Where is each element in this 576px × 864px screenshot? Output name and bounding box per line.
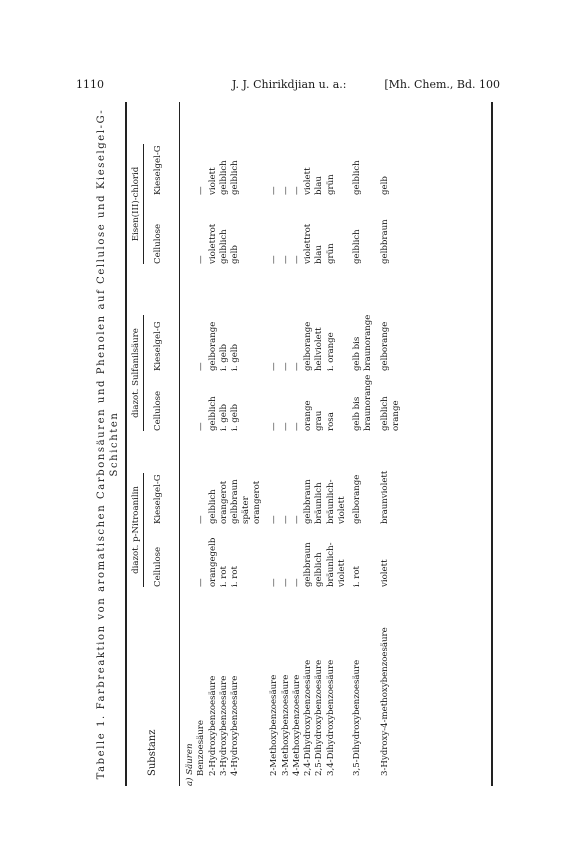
table-cell: hellviolett [314, 327, 324, 371]
table-cell: braunviolett [380, 470, 390, 524]
table-cell: gelbbraun [303, 542, 313, 587]
table-cell: gelblich [219, 229, 229, 264]
table-cell: — [281, 515, 291, 524]
page-number: 1110 [76, 78, 104, 91]
header-rule [179, 102, 180, 786]
table-cell: gelblich [219, 160, 229, 195]
table-cell: gelblich [208, 489, 218, 524]
table-cell: i. gelb [230, 343, 240, 371]
table-cell: — [269, 578, 279, 587]
table-cell: violettrot [208, 223, 218, 264]
table-cell: gelblich [352, 160, 362, 195]
table-cell: gelblich [380, 396, 390, 431]
table-cell: — [292, 186, 302, 195]
table-cell: orangerot [252, 480, 262, 524]
table-cell: gelblich [352, 229, 362, 264]
table-cell: grün [326, 174, 336, 195]
subheader-kieselgel: Kieselgel-G [153, 321, 163, 371]
table-cell: — [281, 186, 291, 195]
table-cell: gelborange [303, 321, 313, 371]
group-header-sulfanilsaeure: diazot. Sulfanilsäure [131, 328, 141, 418]
subheader-cellulose: Cellulose [153, 390, 163, 431]
table-cell: orange [303, 400, 313, 431]
column-header-substanz: Substanz [147, 729, 158, 776]
table-cell: violett [380, 559, 390, 587]
table-cell: i. rot [219, 566, 229, 587]
table-cell: i. gelb [219, 403, 229, 431]
running-authors: J. J. Chirikdjian u. a.: [232, 78, 347, 91]
table-cell: — [196, 362, 206, 371]
table-cell: — [281, 422, 291, 431]
table-cell: — [269, 186, 279, 195]
table-cell: violett [337, 559, 347, 587]
table-cell: — [269, 362, 279, 371]
table-cell: — [292, 255, 302, 264]
subheader-kieselgel: Kieselgel-G [153, 474, 163, 524]
table-cell: gelblich [314, 552, 324, 587]
running-header [76, 78, 500, 94]
table-cell: bräunlich- [326, 542, 336, 587]
table-cell: bräunlich- [326, 479, 336, 524]
table-cell: violett [208, 167, 218, 195]
table-cell: gelblich [230, 160, 240, 195]
table-cell: — [196, 515, 206, 524]
group-rule-eisenchlorid [143, 144, 144, 264]
table-cell: grau [314, 410, 324, 431]
group-header-eisenchlorid: Eisen(III)-chlorid [131, 166, 141, 242]
table-cell: violett [337, 496, 347, 524]
table-cell: rosa [326, 412, 336, 431]
row-substance-name: 3-Methoxybenzoesäure [281, 674, 291, 776]
table-cell: gelborange [208, 321, 218, 371]
table-cell: grün [326, 243, 336, 264]
row-substance-name: Benzoesäure [196, 720, 206, 776]
table-cell: gelbbraun [380, 219, 390, 264]
table-cell: gelborange [380, 321, 390, 371]
subheader-cellulose: Cellulose [153, 223, 163, 264]
table-cell: — [269, 422, 279, 431]
table-cell: i. gelb [230, 403, 240, 431]
table-cell: violett [303, 167, 313, 195]
table-cell: i. rot [230, 566, 240, 587]
group-header-nitroanilin: diazot. p-Nitroanilin [131, 486, 141, 574]
table-cell: — [281, 362, 291, 371]
table-cell: orangegelb [208, 537, 218, 587]
table-cell: orange [391, 400, 401, 431]
table-cell: braunorange [363, 314, 373, 371]
subheader-kieselgel: Kieselgel-G [153, 145, 163, 195]
table-cell: gelbbraun [303, 479, 313, 524]
row-substance-name: 2,4-Dihydroxybenzoesäure [303, 659, 313, 776]
table-cell: gelb bis [352, 396, 362, 431]
bottom-rule [491, 102, 493, 786]
row-substance-name: 3-Hydroxybenzoesäure [219, 675, 229, 776]
table-cell: — [196, 578, 206, 587]
table-cell: — [269, 515, 279, 524]
table-cell: — [281, 255, 291, 264]
table-cell: — [196, 422, 206, 431]
group-rule-nitroanilin [143, 473, 144, 587]
table-cell: — [269, 255, 279, 264]
table-cell: später [241, 496, 251, 524]
table-cell: gelb [230, 245, 240, 264]
row-substance-name: 2-Methoxybenzoesäure [269, 674, 279, 776]
top-rule [125, 102, 127, 786]
table-cell: — [196, 255, 206, 264]
row-substance-name: 2,5-Dihydroxybenzoesäure [314, 659, 324, 776]
table-cell: — [281, 578, 291, 587]
table-caption: Tabelle 1. Farbreaktion von aromatischen Carbonsäuren und Phenolen auf Cellulose und Kieselgel-G- [96, 108, 107, 780]
table-cell: — [292, 515, 302, 524]
rotated-table [95, 102, 500, 786]
table-cell: gelborange [352, 474, 362, 524]
table-cell: violettrot [303, 223, 313, 264]
row-substance-name: 3-Hydroxy-4-methoxybenzoesäure [380, 627, 390, 776]
row-substance-name: 4-Hydroxybenzoesäure [230, 675, 240, 776]
group-rule-sulfanilsaeure [143, 315, 144, 431]
running-journal: [Mh. Chem., Bd. 100 [384, 78, 500, 91]
section-label: a) Säuren [185, 743, 195, 786]
table-cell: gelb bis [352, 336, 362, 371]
row-substance-name: 3,4-Dihydroxybenzoesäure [326, 659, 336, 776]
table-cell: blau [314, 245, 324, 264]
table-cell: — [292, 422, 302, 431]
table-cell: bräunlich [314, 482, 324, 524]
table-cell: braunorange [363, 374, 373, 431]
table-cell: gelblich [208, 396, 218, 431]
table-cell: blau [314, 176, 324, 195]
subheader-cellulose: Cellulose [153, 546, 163, 587]
table-cell: i. orange [326, 332, 336, 371]
table-cell: — [292, 578, 302, 587]
table-cell: i. gelb [219, 343, 229, 371]
table-cell: — [292, 362, 302, 371]
table-cell: i. rot [352, 566, 362, 587]
row-substance-name: 3,5-Dihydroxybenzoesäure [352, 659, 362, 776]
row-substance-name: 2-Hydroxybenzoesäure [208, 675, 218, 776]
table-caption-continued: Schichten [109, 411, 120, 477]
table-cell: — [196, 186, 206, 195]
table-cell: gelbbraun [230, 479, 240, 524]
row-substance-name: 4-Methoxybenzoesäure [292, 674, 302, 776]
table-cell: orangerot [219, 480, 229, 524]
table-cell: gelb [380, 176, 390, 195]
